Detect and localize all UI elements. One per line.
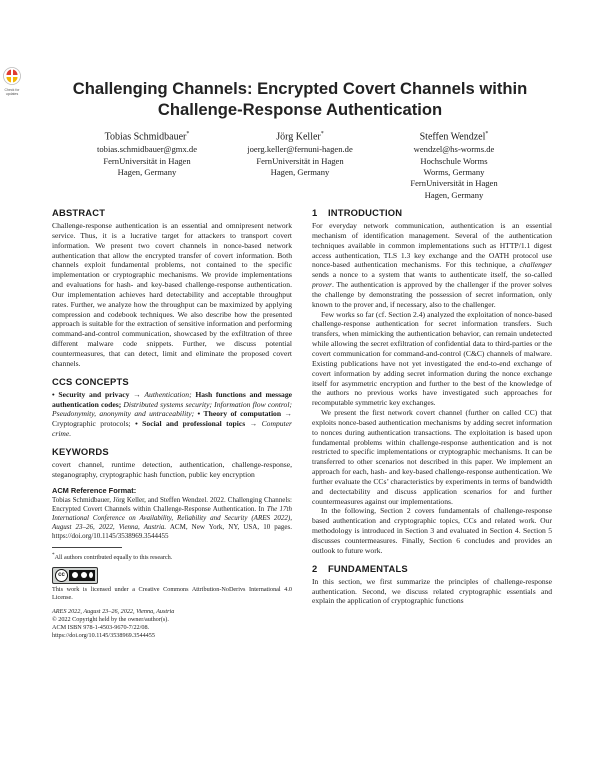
imprint-venue: ARES 2022, August 23–26, 2022, Vienna, Austria	[52, 607, 175, 615]
author-location: Hagen, Germany	[270, 166, 330, 177]
author-location: Worms, Germany	[423, 166, 485, 177]
author-email: tobias.schmidbauer@gmx.de	[96, 144, 198, 155]
author-affiliation: FernUniversität in Hagen	[256, 155, 344, 166]
author-email: wendzel@hs-worms.de	[413, 144, 495, 155]
intro-paragraph-2: Few works so far (cf. Section 2.4) analyzed the exploitation of nonce-based challenge-response authentication for secret information transfers. Such transfers, when mimicking the authentication behavior, can remain undetected while allowing the secret exfiltration of confidential data to third-parties or the covert communication for command-and-control (C&C) channels of malware. Existing publications have not yet investigated the end-to-end exchange of covert information by adding secret information during the nonce exchange itself for asymmetric encryption and further to the best of the knowledge of the authors no previous works have investigated such approaches for recomputable symmetric key exchanges.	[312, 309, 552, 408]
author-name: Steffen Wendzel*	[419, 131, 489, 143]
cc-license-logo[interactable]	[52, 567, 98, 584]
imprint: ARES 2022, August 23–26, 2022, Vienna, Austria © 2022 Copyright held by the owner/author(s). ACM ISBN 978-1-4503-9670-7/22/08. https://doi.org/10.1145/3538969.3544455	[52, 607, 175, 639]
nd-icon	[81, 572, 87, 578]
author-2	[215, 128, 385, 178]
intro-paragraph-4: In the following, Section 2 covers fundamentals of challenge-response based authentication and cryptographic topics, CCs and related work. Our methodology is introduced in Section 3 and evaluated in Section 4. Section 5 discusses countermeasures. Finally, Section 6 concludes and provides an outlook to future work.	[312, 506, 552, 555]
author-location: Hagen, Germany	[117, 166, 177, 177]
abstract-text: Challenge-response authentication is an essential and omnipresent network service. Thus, it is a lucrative target for attackers to transport covert information. We present two covert channels in nonce-based network authentication that allow the encrypted transfer of covert information. Both channels exploit fundamental problems, not contained to the specific implementation or cryptographic mechanisms. We provide implementations and evaluations for hash- and key-based challenge-response authentication. Our implementation achieves hard detectability and acceptable throughput rates. Further, we analyze how the throughput can be maximized by applying compression and codebook techniques. We also describe how the presented approach is suitable for the extraction of sensitive information and performing command-and-control communication, showcased by the exfiltration of three different malware code snippets. Further, we discuss potential countermeasures, that can detect, limit and eliminate the proposed covert channels.	[52, 221, 292, 368]
intro-paragraph-3: We present the first network covert channel (further on called CC) that exploits nonce-based authentication mechanisms by adding secret information to nonces during authentication transactions. The exploitation is based upon fundamental problems within challenge-response authentication and is not restricted to specific implementations or cryptographic mechanisms. It can be transferred to other scenarios not described in this paper. We implement an approach for each, hash- and key-based challenge-response authentication. We further evaluate the CCs’ characteristics by experiments in terms of bandwidth and dectectability and discuss application scenarios for and further countermeasures against our implementations.	[312, 408, 552, 506]
fundamentals-heading: 2 FUNDAMENTALS	[312, 562, 408, 574]
doi-link[interactable]: https://doi.org/10.1145/3538969.3544455	[52, 631, 155, 639]
author-affiliation: FernUniversität in Hagen	[103, 155, 191, 166]
check-for-updates-badge[interactable]	[2, 66, 22, 98]
cc-icon: cc	[55, 569, 68, 582]
footnote-rule	[52, 547, 122, 548]
author-name: Jörg Keller*	[276, 131, 324, 143]
abstract-heading: ABSTRACT	[52, 207, 106, 218]
badge-label: Check for updates	[4, 88, 20, 96]
ccs-heading: CCS CONCEPTS	[52, 375, 129, 387]
author-affiliation-2: FernUniversität in Hagen	[410, 178, 498, 189]
author-location-2: Hagen, Germany	[424, 189, 484, 200]
acm-reference-text: Tobias Schmidbauer, Jörg Keller, and Steffen Wendzel. 2022. Challenging Channels: Encrypted Covert Channels within Challenge-Response Authentication. In The 17th International Conference on Availability, Reliability and Security (ARES 2022), August 23–26, 2022, Vienna, Austria. ACM, New York, NY, USA, 10 pages. https://doi.org/10.1145/3538969.3544455	[52, 495, 292, 541]
paper-title	[40, 78, 560, 120]
check-for-updates-icon	[2, 66, 22, 88]
author-3	[369, 128, 539, 201]
intro-paragraph-1: For everyday network communication, authentication is an essential mechanism of identification management. Several of the authentication techniques available in common implementations such as HTTP/1.1 digest access authentication, TLS 1.3 key exchange and the OATH protocol use nonce-based authentication mechanisms. For this technique, a challenger sends a nonce to a system that wants to authenticate itself, the so-called prover. The authentication is approved by the challenger if the prover solves the challenge by demonstrating the possession of secret information, only known to the prover and, if necessary, also to the challenger.	[312, 221, 552, 309]
by-icon	[72, 572, 78, 578]
introduction-heading: 1 INTRODUCTION	[312, 207, 403, 218]
author-1	[62, 128, 232, 178]
title-line-1: Challenging Channels: Encrypted Covert Channels within	[72, 79, 528, 98]
keywords-text: covert channel, runtime detection, authentication, challenge-response, steganography, cryptographic hash function, public key encryption	[52, 459, 292, 479]
title-line-2: Challenge-Response Authentication	[157, 100, 443, 119]
fundamentals-paragraph-1: In this section, we first summarize the principles of challenge-response authentication. Second, we discuss related cryptographic essentials and explain the application of cryptographic functions	[312, 576, 552, 606]
keywords-heading: KEYWORDS	[52, 445, 109, 457]
footnote: *All authors contributed equally to this research.	[52, 551, 173, 561]
acm-reference-heading: ACM Reference Format:	[52, 485, 137, 495]
author-name: Tobias Schmidbauer*	[104, 131, 190, 143]
author-affiliation: Hochschule Worms	[420, 155, 488, 166]
author-email: joerg.keller@fernuni-hagen.de	[247, 144, 353, 155]
license-text: This work is licensed under a Creative Commons Attribution-NoDerivs International 4.0 License.	[52, 585, 292, 601]
right-column	[312, 207, 552, 606]
ccs-text: • Security and privacy → Authentication; Hash functions and message authentication codes; Distributed systems security; Information flow control; Pseudonymity, anonymity and untraceability; • Theory of computation → Cryptographic protocols; • Social and professional topics → Computer crime.	[52, 389, 293, 439]
left-column	[52, 207, 292, 640]
